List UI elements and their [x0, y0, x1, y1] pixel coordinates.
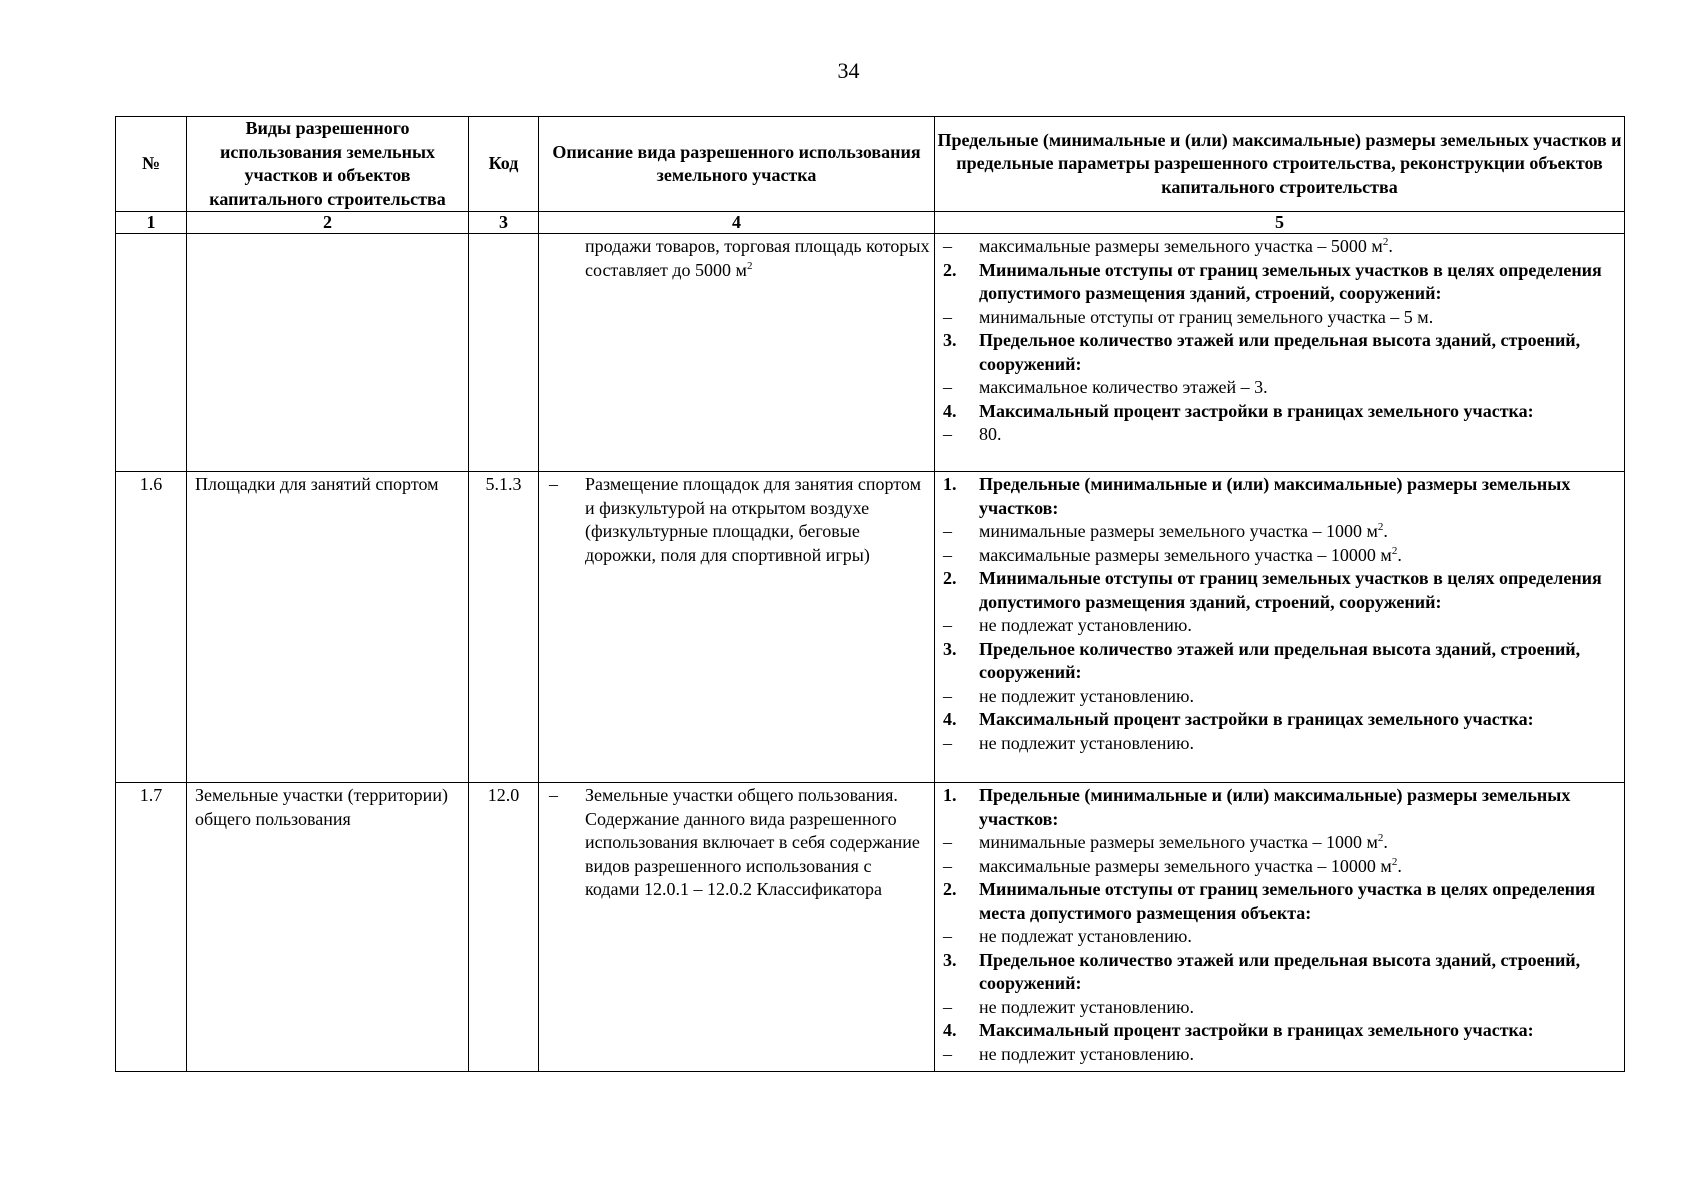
- parameters-cell: [935, 783, 1625, 1072]
- column-number: 4: [539, 212, 935, 234]
- parameter-value: [943, 996, 1620, 1020]
- list-marker: –: [943, 424, 952, 444]
- parameters-cell: [935, 234, 1625, 472]
- parameter-text: Предельные (минимальные и (или) максимальные) размеры земельных участков:: [979, 474, 1571, 518]
- parameter-value: [943, 235, 1620, 259]
- parameter-heading: [943, 259, 1620, 306]
- superscript: 2: [746, 259, 753, 272]
- parameter-text: Предельное количество этажей или предельная высота зданий, строений, сооружений:: [979, 330, 1581, 374]
- list-marker: –: [943, 926, 952, 946]
- parameter-text: Предельное количество этажей или предельная высота зданий, строений, сооружений:: [979, 949, 1581, 993]
- use-code: 12.0: [469, 783, 539, 1072]
- list-marker: 2.: [943, 568, 957, 588]
- column-number: 1: [116, 212, 187, 234]
- parameter-value: [943, 831, 1620, 855]
- table-row: [116, 783, 1625, 1072]
- column-number-row: [116, 212, 1625, 234]
- parameter-text: 80.: [979, 424, 1002, 444]
- list-marker: –: [943, 236, 952, 256]
- regulations-table: [115, 116, 1625, 1072]
- parameter-value: [943, 306, 1620, 330]
- parameter-heading: [943, 567, 1620, 614]
- use-type-name: [187, 234, 469, 472]
- use-description: [539, 234, 935, 472]
- list-marker: 3.: [943, 330, 957, 350]
- parameter-text: минимальные размеры земельного участка – 1000 м: [979, 832, 1378, 852]
- parameter-text: не подлежит установлению.: [979, 685, 1194, 706]
- list-marker: 2.: [943, 879, 957, 899]
- parameter-text: минимальные размеры земельного участка – 1000 м: [979, 521, 1378, 541]
- list-marker: –: [943, 615, 952, 635]
- superscript: 2: [1382, 236, 1389, 248]
- parameter-heading: [943, 473, 1620, 520]
- list-marker: –: [943, 996, 952, 1017]
- parameter-heading: [943, 708, 1620, 732]
- superscript: 2: [1377, 832, 1384, 844]
- parameters-cell: [935, 472, 1625, 783]
- list-marker: –: [943, 732, 952, 753]
- use-code: [469, 234, 539, 472]
- header-code: Код: [469, 117, 539, 212]
- parameter-heading: [943, 949, 1620, 996]
- list-marker: 4.: [943, 709, 957, 729]
- use-code: 5.1.3: [469, 472, 539, 783]
- row-number: 1.7: [116, 783, 187, 1072]
- parameter-text: Минимальные отступы от границ земельных участков в целях определения допустимого размещения зданий, строений, сооружений:: [979, 259, 1602, 303]
- parameter-tail: .: [1397, 855, 1402, 876]
- parameter-value: [943, 376, 1620, 400]
- list-marker: –: [943, 544, 952, 565]
- parameter-tail: .: [1383, 832, 1388, 852]
- column-number: 5: [935, 212, 1625, 234]
- list-marker: 4.: [943, 1020, 957, 1040]
- use-type-name: Площадки для занятий спортом: [187, 472, 469, 783]
- parameter-text: Максимальный процент застройки в границах земельного участка:: [979, 1020, 1534, 1040]
- parameter-text: не подлежит установлению.: [979, 996, 1194, 1017]
- list-marker: –: [943, 832, 952, 852]
- table-row: [116, 472, 1625, 783]
- list-marker: –: [943, 306, 952, 327]
- list-marker: –: [943, 855, 952, 876]
- parameter-value: [943, 614, 1620, 638]
- parameter-heading: [943, 329, 1620, 376]
- list-marker: 2.: [943, 259, 957, 280]
- parameter-heading: [943, 400, 1620, 424]
- column-number: 3: [469, 212, 539, 234]
- parameter-text: не подлежит установлению.: [979, 1043, 1194, 1064]
- parameter-text: максимальное количество этажей – 3.: [979, 377, 1268, 397]
- list-marker: 3.: [943, 949, 957, 970]
- header-row: [116, 117, 1625, 212]
- header-parameters: Предельные (минимальные и (или) максимальные) размеры земельных участков и предельные параметры разрешенного строительства, реконструкции объектов капитального строительства: [935, 117, 1625, 212]
- parameter-heading: [943, 1019, 1620, 1043]
- parameter-value: [943, 925, 1620, 949]
- use-description: [539, 783, 935, 1072]
- superscript: 2: [1391, 544, 1398, 557]
- use-type-name: Земельные участки (территории) общего пользования: [187, 783, 469, 1072]
- parameter-heading: [943, 878, 1620, 925]
- parameter-value: [943, 1043, 1620, 1067]
- description-text: Размещение площадок для занятия спортом и физкультурой на открытом воздухе (физкультурные площадки, беговые дорожки, поля для спортивной игры): [585, 474, 921, 565]
- list-marker: 1.: [943, 785, 957, 805]
- description-text: Земельные участки общего пользования. Содержание данного вида разрешенного использования включает в себя содержание видов разрешенного использования с кодами 12.0.1 – 12.0.2 Классификатора: [585, 785, 920, 899]
- column-number: 2: [187, 212, 469, 234]
- list-marker: –: [943, 521, 952, 541]
- list-marker: 3.: [943, 638, 957, 659]
- dash-marker: –: [549, 785, 558, 805]
- parameter-tail: .: [1397, 544, 1402, 565]
- parameter-text: Максимальный процент застройки в границах земельного участка:: [979, 400, 1534, 421]
- parameter-value: [943, 855, 1620, 879]
- parameter-text: минимальные отступы от границ земельного участка – 5 м.: [979, 306, 1434, 327]
- parameter-text: Минимальные отступы от границ земельных участков в целях определения допустимого размещения зданий, строений, сооружений:: [979, 568, 1602, 612]
- list-marker: –: [943, 685, 952, 706]
- parameter-text: не подлежат установлению.: [979, 615, 1192, 635]
- parameter-text: Максимальный процент застройки в границах земельного участка:: [979, 709, 1534, 729]
- parameter-value: [943, 544, 1620, 568]
- superscript: 2: [1391, 855, 1398, 868]
- parameter-value: [943, 520, 1620, 544]
- header-use-type: Виды разрешенного использования земельных участков и объектов капитального строительства: [187, 117, 469, 212]
- header-number: №: [116, 117, 187, 212]
- table-body: [116, 234, 1625, 1072]
- row-number: [116, 234, 187, 472]
- parameter-text: максимальные размеры земельного участка – 5000 м: [979, 236, 1383, 256]
- parameter-text: максимальные размеры земельного участка – 10000 м: [979, 855, 1392, 876]
- parameter-text: Предельные (минимальные и (или) максимальные) размеры земельных участков:: [979, 785, 1571, 829]
- parameter-value: [943, 423, 1620, 447]
- parameter-value: [943, 732, 1620, 756]
- parameter-text: Предельное количество этажей или предельная высота зданий, строений, сооружений:: [979, 638, 1581, 682]
- description-text: продажи товаров, торговая площадь которых составляет до 5000 м: [585, 236, 930, 280]
- parameter-text: не подлежит установлению.: [979, 732, 1194, 753]
- row-number: 1.6: [116, 472, 187, 783]
- parameter-text: Минимальные отступы от границ земельного участка в целях определения места допустимого размещения объекта:: [979, 879, 1596, 923]
- parameter-text: не подлежат установлению.: [979, 926, 1192, 946]
- table-row: [116, 234, 1625, 472]
- use-description: [539, 472, 935, 783]
- list-marker: 4.: [943, 400, 957, 421]
- dash-marker: [539, 235, 585, 282]
- parameter-value: [943, 685, 1620, 709]
- parameter-tail: .: [1388, 236, 1393, 256]
- header-description: Описание вида разрешенного использования земельного участка: [539, 117, 935, 212]
- superscript: 2: [1377, 521, 1384, 533]
- dash-marker: –: [549, 474, 558, 494]
- parameter-heading: [943, 784, 1620, 831]
- parameter-tail: .: [1383, 521, 1388, 541]
- parameter-text: максимальные размеры земельного участка – 10000 м: [979, 544, 1392, 565]
- list-marker: –: [943, 377, 952, 397]
- list-marker: –: [943, 1043, 952, 1064]
- page-number: 34: [837, 58, 860, 83]
- list-marker: 1.: [943, 474, 957, 494]
- parameter-heading: [943, 638, 1620, 685]
